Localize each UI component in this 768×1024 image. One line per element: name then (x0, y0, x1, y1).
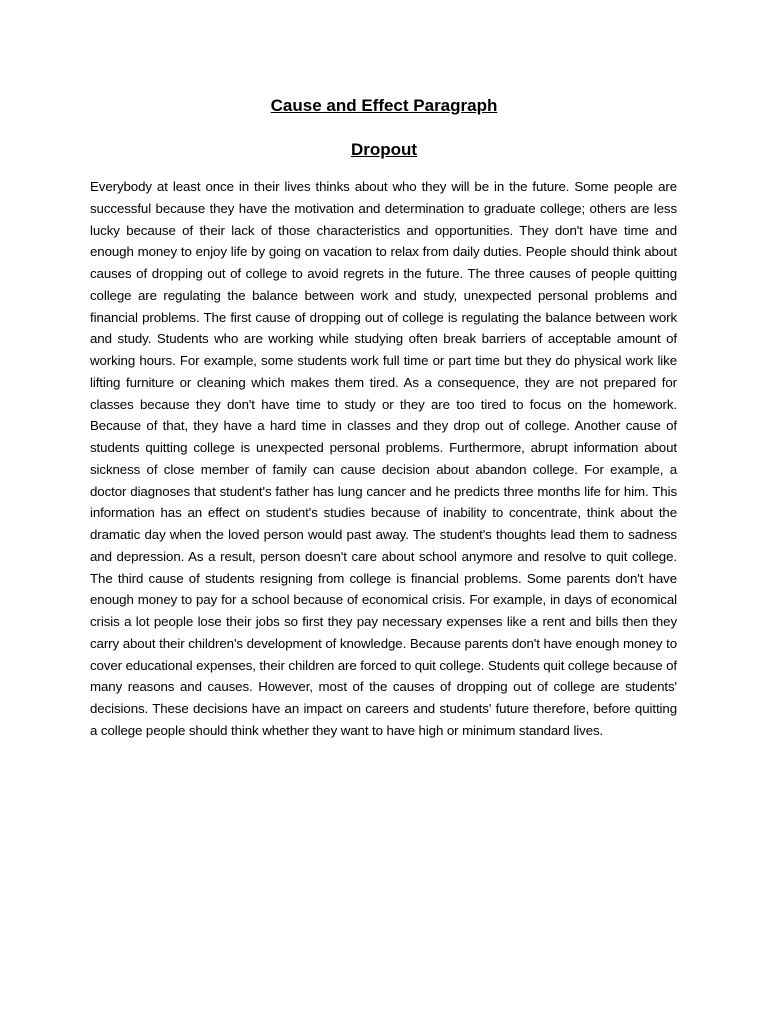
body-paragraph: Everybody at least once in their lives thinks about who they will be in the future. Some people are successful because they have the motivation and determination to graduate college; others are less lucky because of their lack of those characteristics and opportunities. They don't have time and enough money to enjoy life by going on vacation to relax from daily duties. People should think about causes of dropping out of college to avoid regrets in the future. The three causes of people quitting college are regulating the balance between work and study, unexpected personal problems and financial problems. The first cause of dropping out of college is regulating the balance between work and study. Students who are working while studying often break barriers of acceptable amount of working hours. For example, some students work full time or part time but they do physical work like lifting furniture or cleaning which makes them tired. As a consequence, they are not prepared for classes because they don't have time to study or they are too tired to focus on the homework. Because of that, they have a hard time in classes and they drop out of college. Another cause of students quitting college is unexpected personal problems. Furthermore, abrupt information about sickness of close member of family can cause decision about abandon college. For example, a doctor diagnoses that student's father has lung cancer and he predicts three months life for him. This information has an effect on student's studies because of inability to concentrate, think about the dramatic day when the loved person would past away. The student's thoughts lead them to sadness and depression. As a result, person doesn't care about school anymore and resolve to quit college. The third cause of students resigning from college is financial problems. Some parents don't have enough money to pay for a school because of economical crisis. For example, in days of economical crisis a lot people lose their jobs so first they pay necessary expenses like a rent and bills then they carry about their children's development of knowledge. Because parents don't have enough money to cover educational expenses, their children are forced to quit college. Students quit college because of many reasons and causes. However, most of the causes of dropping out of college are students' decisions. These decisions have an impact on careers and students' future therefore, before quitting a college people should think whether they want to have high or minimum standard lives. (90, 179, 677, 738)
document-subtitle: Dropout (350, 140, 418, 159)
document-title: Cause and Effect Paragraph (270, 96, 498, 115)
